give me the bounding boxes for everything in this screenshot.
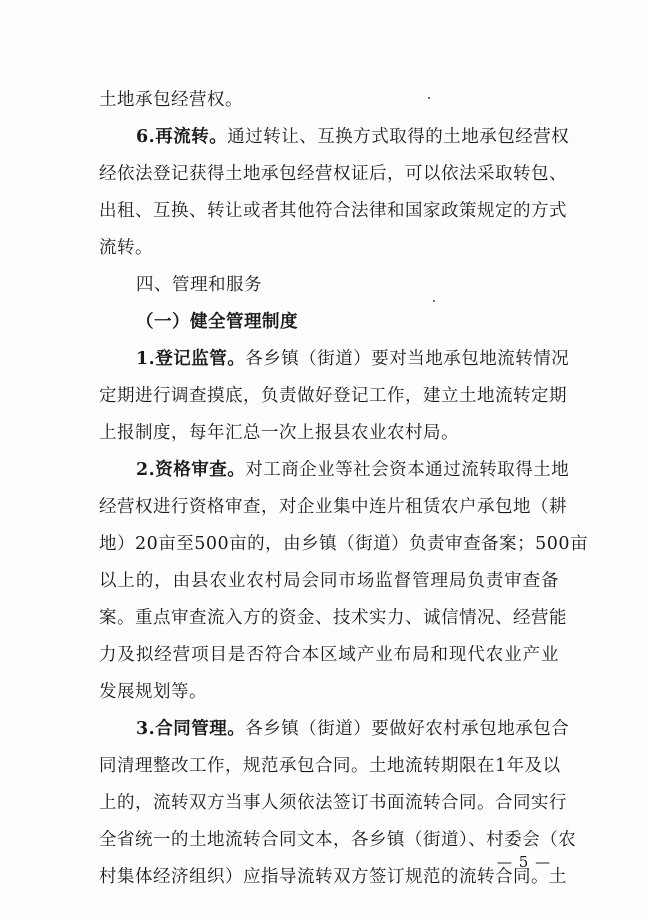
line-text: 力及拟经营项目是否符合本区域产业布局和现代农业产业 [99, 645, 559, 665]
paragraph-qualification [99, 452, 570, 489]
line-text: 流转。 [99, 238, 153, 258]
line-text: 地）20亩至500亩的，由乡镇（街道）负责审查备案；500亩 [99, 534, 589, 554]
item-title: 2.资格审查。 [136, 460, 246, 480]
text-line [99, 415, 559, 452]
page-number: — 5 — [497, 853, 552, 871]
paragraph-re-transfer [99, 119, 570, 156]
line-text: 土地承包经营权。 [99, 90, 243, 110]
item-title: 1.登记监管。 [136, 349, 246, 369]
text-line [99, 748, 559, 785]
line-text: 全省统一的土地流转合同文本，各乡镇（街道）、村委会（农 [99, 830, 577, 850]
scan-speck [433, 300, 435, 302]
heading-text: 四、管理和服务 [136, 275, 262, 295]
text-line [99, 785, 567, 822]
text-line [99, 82, 559, 119]
text-line [99, 526, 589, 563]
line-text: 上报制度，每年汇总一次上报县农业农村局。 [99, 423, 459, 443]
section-heading [99, 267, 559, 304]
scan-speck [428, 97, 430, 99]
text-line [99, 822, 577, 859]
paragraph-contract [99, 711, 570, 748]
item-title: 3.合同管理。 [136, 719, 246, 739]
text-line [99, 674, 559, 711]
subheading-text: （一）健全管理制度 [136, 312, 298, 332]
text-line [99, 230, 559, 267]
line-text: 定期进行调查摸底，负责做好登记工作，建立土地流转定期 [99, 386, 567, 406]
line-text: 上的，流转双方当事人须依法签订书面流转合同。合同实行 [99, 793, 567, 813]
line-text: 经依法登记获得土地承包经营权证后，可以依法采取转包、 [99, 164, 567, 184]
item-title: 6.再流转。 [136, 127, 228, 147]
line-text: 以上的，由县农业农村局会同市场监督管理局负责审查备 [99, 571, 559, 591]
document-body [99, 82, 589, 896]
line-text: 对工商企业等社会资本通过流转取得土地 [245, 460, 570, 480]
text-line [99, 193, 567, 230]
text-line [99, 600, 567, 637]
line-text: 通过转让、互换方式取得的土地承包经营权 [227, 127, 570, 147]
text-line [99, 378, 567, 415]
text-line [99, 563, 559, 600]
line-text: 发展规划等。 [99, 682, 207, 702]
line-text: 案。重点审查流入方的资金、技术实力、诚信情况、经营能 [99, 608, 567, 628]
line-text: 出租、互换、转让或者其他符合法律和国家政策规定的方式 [99, 201, 567, 221]
text-line [99, 156, 567, 193]
text-line [99, 637, 559, 674]
line-text: 各乡镇（街道）要做好农村承包地承包合 [245, 719, 570, 739]
line-text: 同清理整改工作，规范承包合同。土地流转期限在1年及以 [99, 756, 561, 776]
line-text: 村集体经济组织）应指导流转双方签订规范的流转合同。土 [99, 867, 567, 887]
subsection-heading [99, 304, 559, 341]
line-text: 经营权进行资格审查，对企业集中连片租赁农户承包地（耕 [99, 497, 567, 517]
paragraph-registration [99, 341, 570, 378]
line-text: 各乡镇（街道）要对当地承包地流转情况 [245, 349, 570, 369]
text-line [99, 489, 567, 526]
text-line [99, 859, 567, 896]
